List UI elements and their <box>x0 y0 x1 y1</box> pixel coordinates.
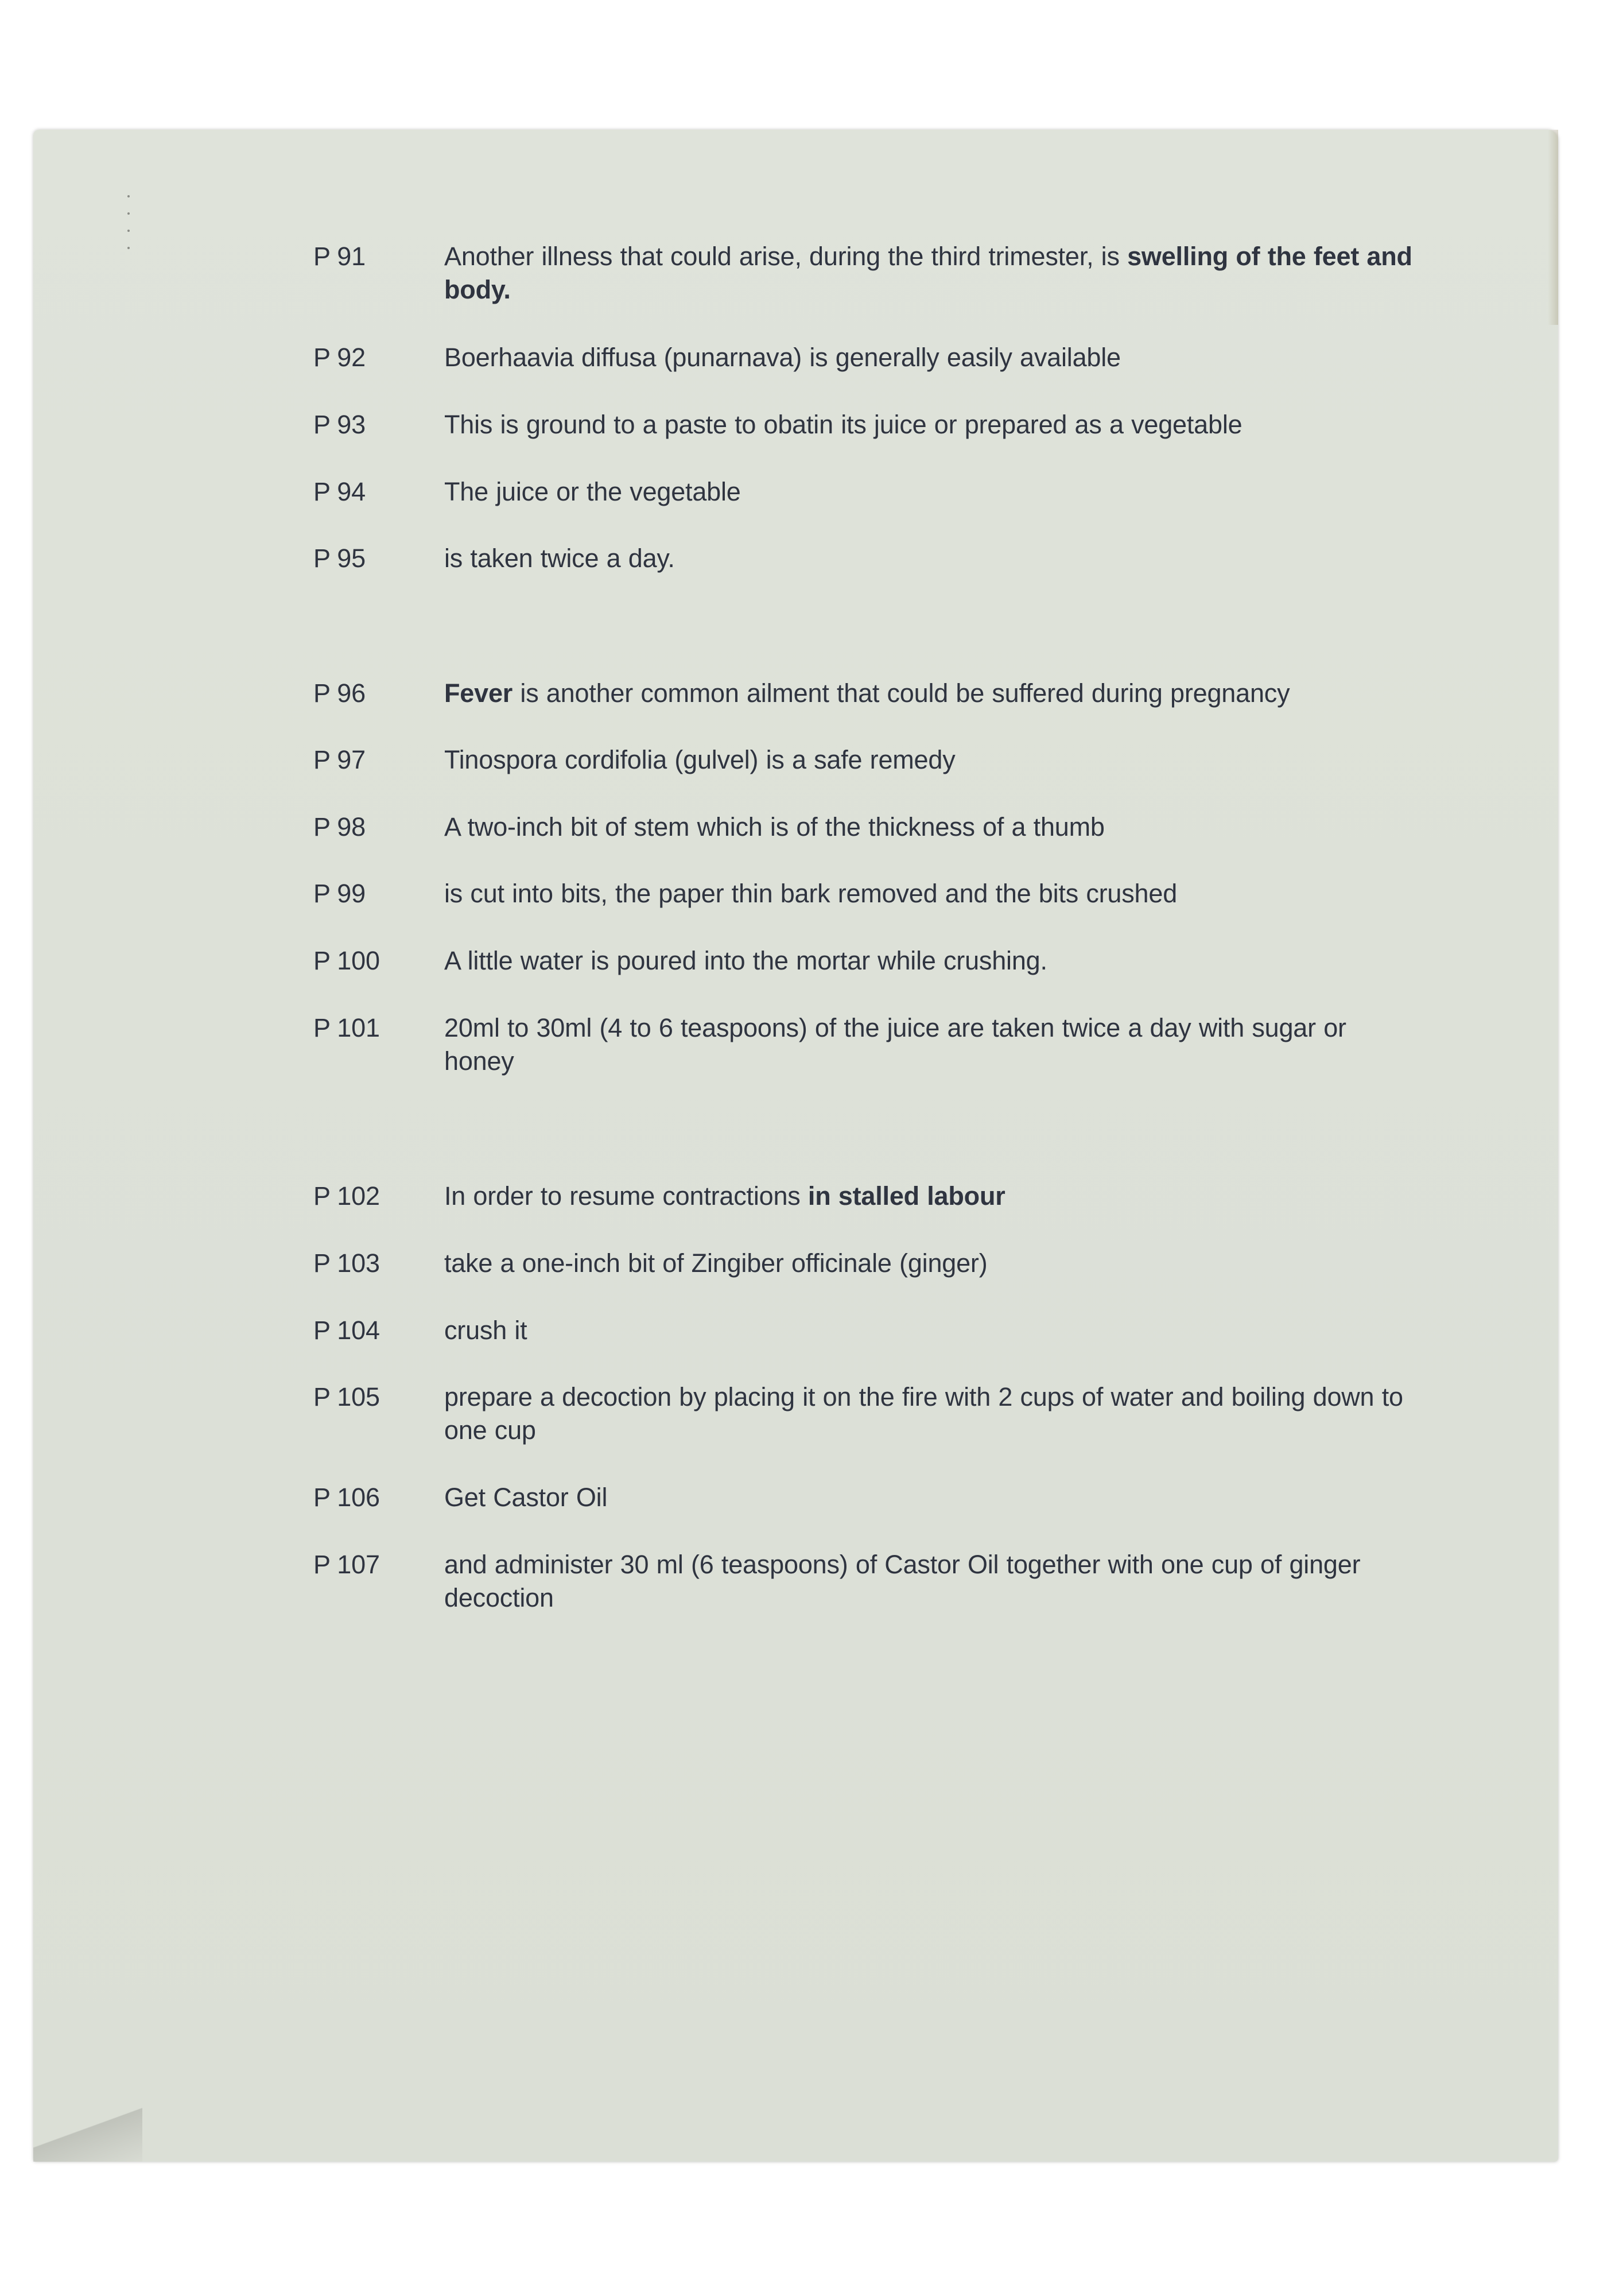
paragraph-text: Get Castor Oil <box>444 1483 608 1512</box>
paragraph-row <box>313 677 1421 710</box>
paragraph-number: P 94 <box>313 477 366 506</box>
paragraph-text: Another illness that could arise, during the third trimester, is swelling of the feet and body. <box>444 242 1412 304</box>
paragraph-number: P 106 <box>313 1483 380 1512</box>
emphasis-text: swelling of the feet and body. <box>444 242 1412 304</box>
paragraph-text: is cut into bits, the paper thin bark removed and the bits crushed <box>444 879 1178 908</box>
paragraph-text: take a one-inch bit of Zingiber officinale (ginger) <box>444 1248 988 1278</box>
paragraph-row <box>313 240 1421 307</box>
paragraph-number: P 93 <box>313 410 366 439</box>
paragraph-row <box>313 944 1421 978</box>
paragraph-number: P 103 <box>313 1248 380 1278</box>
paragraph-row <box>313 1380 1421 1447</box>
paragraph-row <box>313 475 1421 509</box>
paragraph-number: P 107 <box>313 1550 380 1579</box>
paragraph-row <box>313 408 1421 441</box>
paragraph-text: and administer 30 ml (6 teaspoons) of Castor Oil together with one cup of ginger decoction <box>444 1550 1361 1612</box>
paragraph-row <box>313 810 1421 844</box>
paragraph-number: P 104 <box>313 1316 380 1345</box>
paragraph-text: prepare a decoction by placing it on the fire with 2 cups of water and boiling down to one cup <box>444 1382 1403 1445</box>
paragraph-number: P 105 <box>313 1382 380 1411</box>
paragraph-text: A little water is poured into the mortar while crushing. <box>444 946 1047 975</box>
paragraph-row <box>313 1180 1421 1213</box>
paragraph-row <box>313 1548 1421 1615</box>
paragraph-number: P 97 <box>313 745 366 774</box>
paragraph-number: P 100 <box>313 946 380 975</box>
paragraph-row <box>313 1011 1421 1078</box>
paragraph-text: This is ground to a paste to obatin its juice or prepared as a vegetable <box>444 410 1243 439</box>
paragraph-row <box>313 542 1421 575</box>
paragraph-number: P 95 <box>313 544 366 573</box>
paragraph-text: In order to resume contractions in stalled labour <box>444 1181 1005 1211</box>
paragraph-row <box>313 341 1421 374</box>
emphasis-text: in stalled labour <box>807 1181 1005 1211</box>
paragraph-row <box>313 877 1421 910</box>
paragraph-text: A two-inch bit of stem which is of the thickness of a thumb <box>444 812 1105 841</box>
paragraph-number: P 101 <box>313 1013 380 1042</box>
paragraph-number: P 91 <box>313 242 366 271</box>
paragraph-number: P 102 <box>313 1181 380 1211</box>
emphasis-text: Fever <box>444 678 513 708</box>
paragraph-row <box>313 1314 1421 1347</box>
paragraph-number: P 92 <box>313 343 366 372</box>
paragraph-number: P 99 <box>313 879 366 908</box>
paragraph-text: is taken twice a day. <box>444 544 675 573</box>
paragraph-text: Fever is another common ailment that could be suffered during pregnancy <box>444 678 1290 708</box>
paragraph-row <box>313 1481 1421 1514</box>
paragraph-text: crush it <box>444 1316 527 1345</box>
paragraph-number: P 98 <box>313 812 366 841</box>
paragraph-text: Tinospora cordifolia (gulvel) is a safe remedy <box>444 745 956 774</box>
paragraph-text: The juice or the vegetable <box>444 477 741 506</box>
paragraph-row <box>313 1247 1421 1280</box>
paragraph-text: Boerhaavia diffusa (punarnava) is generally easily available <box>444 343 1121 372</box>
paragraph-number: P 96 <box>313 678 366 708</box>
paragraph-text: 20ml to 30ml (4 to 6 teaspoons) of the juice are taken twice a day with sugar or honey <box>444 1013 1346 1076</box>
paragraph-row <box>313 743 1421 777</box>
